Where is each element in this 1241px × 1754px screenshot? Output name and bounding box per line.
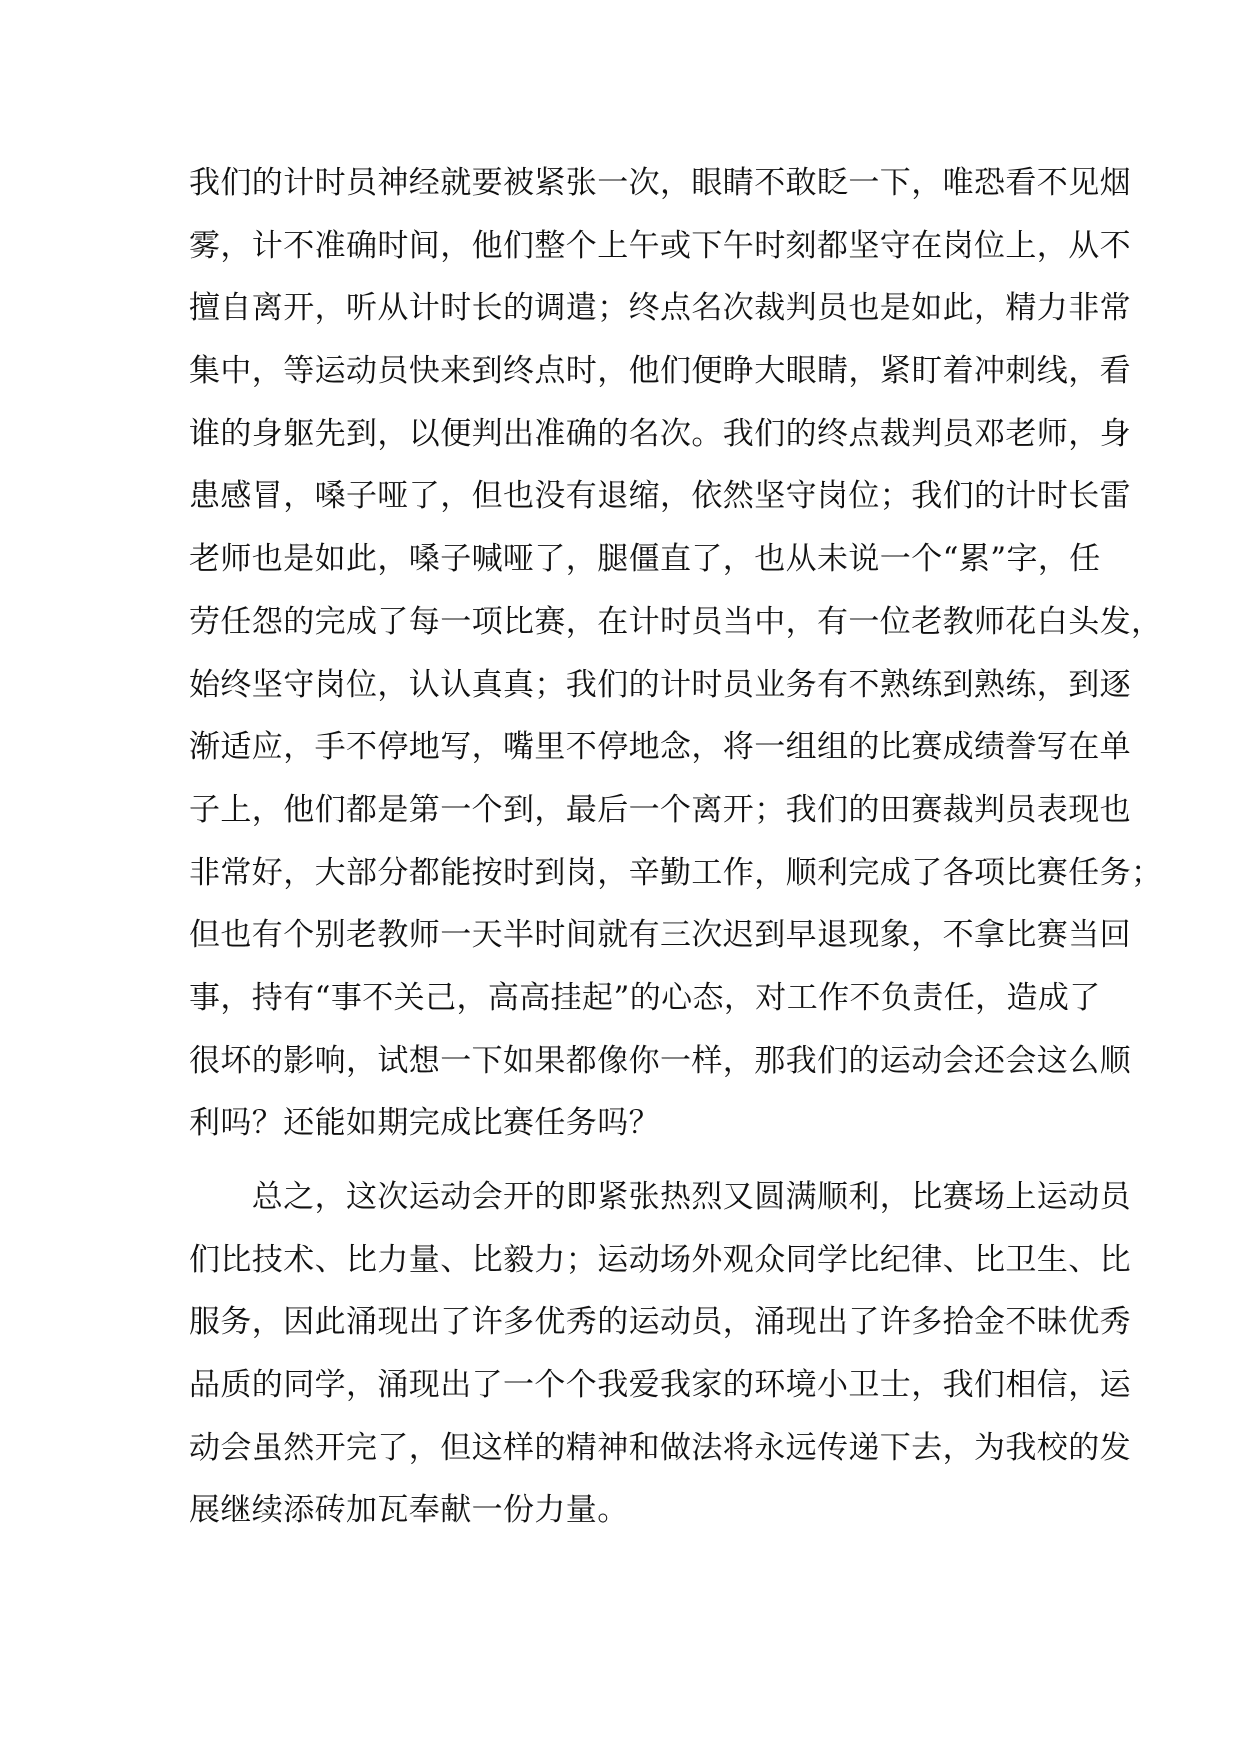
document-body	[189, 152, 1163, 1542]
text-line: 谁的身躯先到，以便判出准确的名次。我们的终点裁判员邓老师，身	[189, 415, 1131, 452]
paragraph-spacer	[189, 1155, 1057, 1166]
text-line: 们比技术、比力量、比毅力；运动场外观众同学比纪律、比卫生、比	[189, 1241, 1131, 1278]
text-line: 集中，等运动员快来到终点时，他们便睁大眼睛，紧盯着冲刺线，看	[189, 353, 1131, 390]
text-line: 事，持有“事不关己，高高挂起”的心态，对工作不负责任，造成了	[189, 979, 1101, 1016]
text-line: 动会虽然开完了，但这样的精神和做法将永远传递下去，为我校的发	[189, 1429, 1131, 1466]
text-line: 服务，因此涌现出了许多优秀的运动员，涌现出了许多拾金不昧优秀	[189, 1304, 1131, 1341]
text-line: 我们的计时员神经就要被紧张一次，眼睛不敢眨一下，唯恐看不见烟	[189, 165, 1131, 201]
text-line: 利吗？还能如期完成比赛任务吗？	[189, 1105, 660, 1142]
text-line: 展继续添砖加瓦奉献一份力量。	[189, 1492, 629, 1529]
text-line: 擅自离开，听从计时长的调遣；终点名次裁判员也是如此，精力非常	[189, 290, 1131, 327]
text-line: 子上，他们都是第一个到，最后一个离开；我们的田赛裁判员表现也	[189, 791, 1131, 828]
text-line: 非常好，大部分都能按时到岗，辛勤工作，顺利完成了各项比赛任务；	[189, 854, 1163, 891]
paragraph-conclusion	[189, 1166, 1131, 1542]
text-line: 总之，这次运动会开的即紧张热烈又圆满顺利，比赛场上运动员	[189, 1179, 1131, 1215]
paragraph-referees	[189, 152, 1163, 1155]
text-line: 雾，计不准确时间，他们整个上午或下午时刻都坚守在岗位上，从不	[189, 227, 1131, 264]
text-line: 渐适应，手不停地写，嘴里不停地念，将一组组的比赛成绩誊写在单	[189, 729, 1131, 766]
text-line: 始终坚守岗位，认认真真；我们的计时员业务有不熟练到熟练，到逐	[189, 666, 1131, 703]
text-line: 但也有个别老教师一天半时间就有三次迟到早退现象，不拿比赛当回	[189, 917, 1131, 954]
text-line: 劳任怨的完成了每一项比赛，在计时员当中，有一位老教师花白头发，	[189, 603, 1163, 640]
text-line: 品质的同学，涌现出了一个个我爱我家的环境小卫士，我们相信，运	[189, 1367, 1131, 1404]
text-line: 患感冒，嗓子哑了，但也没有退缩，依然坚守岗位；我们的计时长雷	[189, 478, 1131, 515]
text-line: 老师也是如此，嗓子喊哑了，腿僵直了，也从未说一个“累”字，任	[189, 541, 1101, 578]
text-line: 很坏的影响，试想一下如果都像你一样，那我们的运动会还会这么顺	[189, 1042, 1131, 1079]
